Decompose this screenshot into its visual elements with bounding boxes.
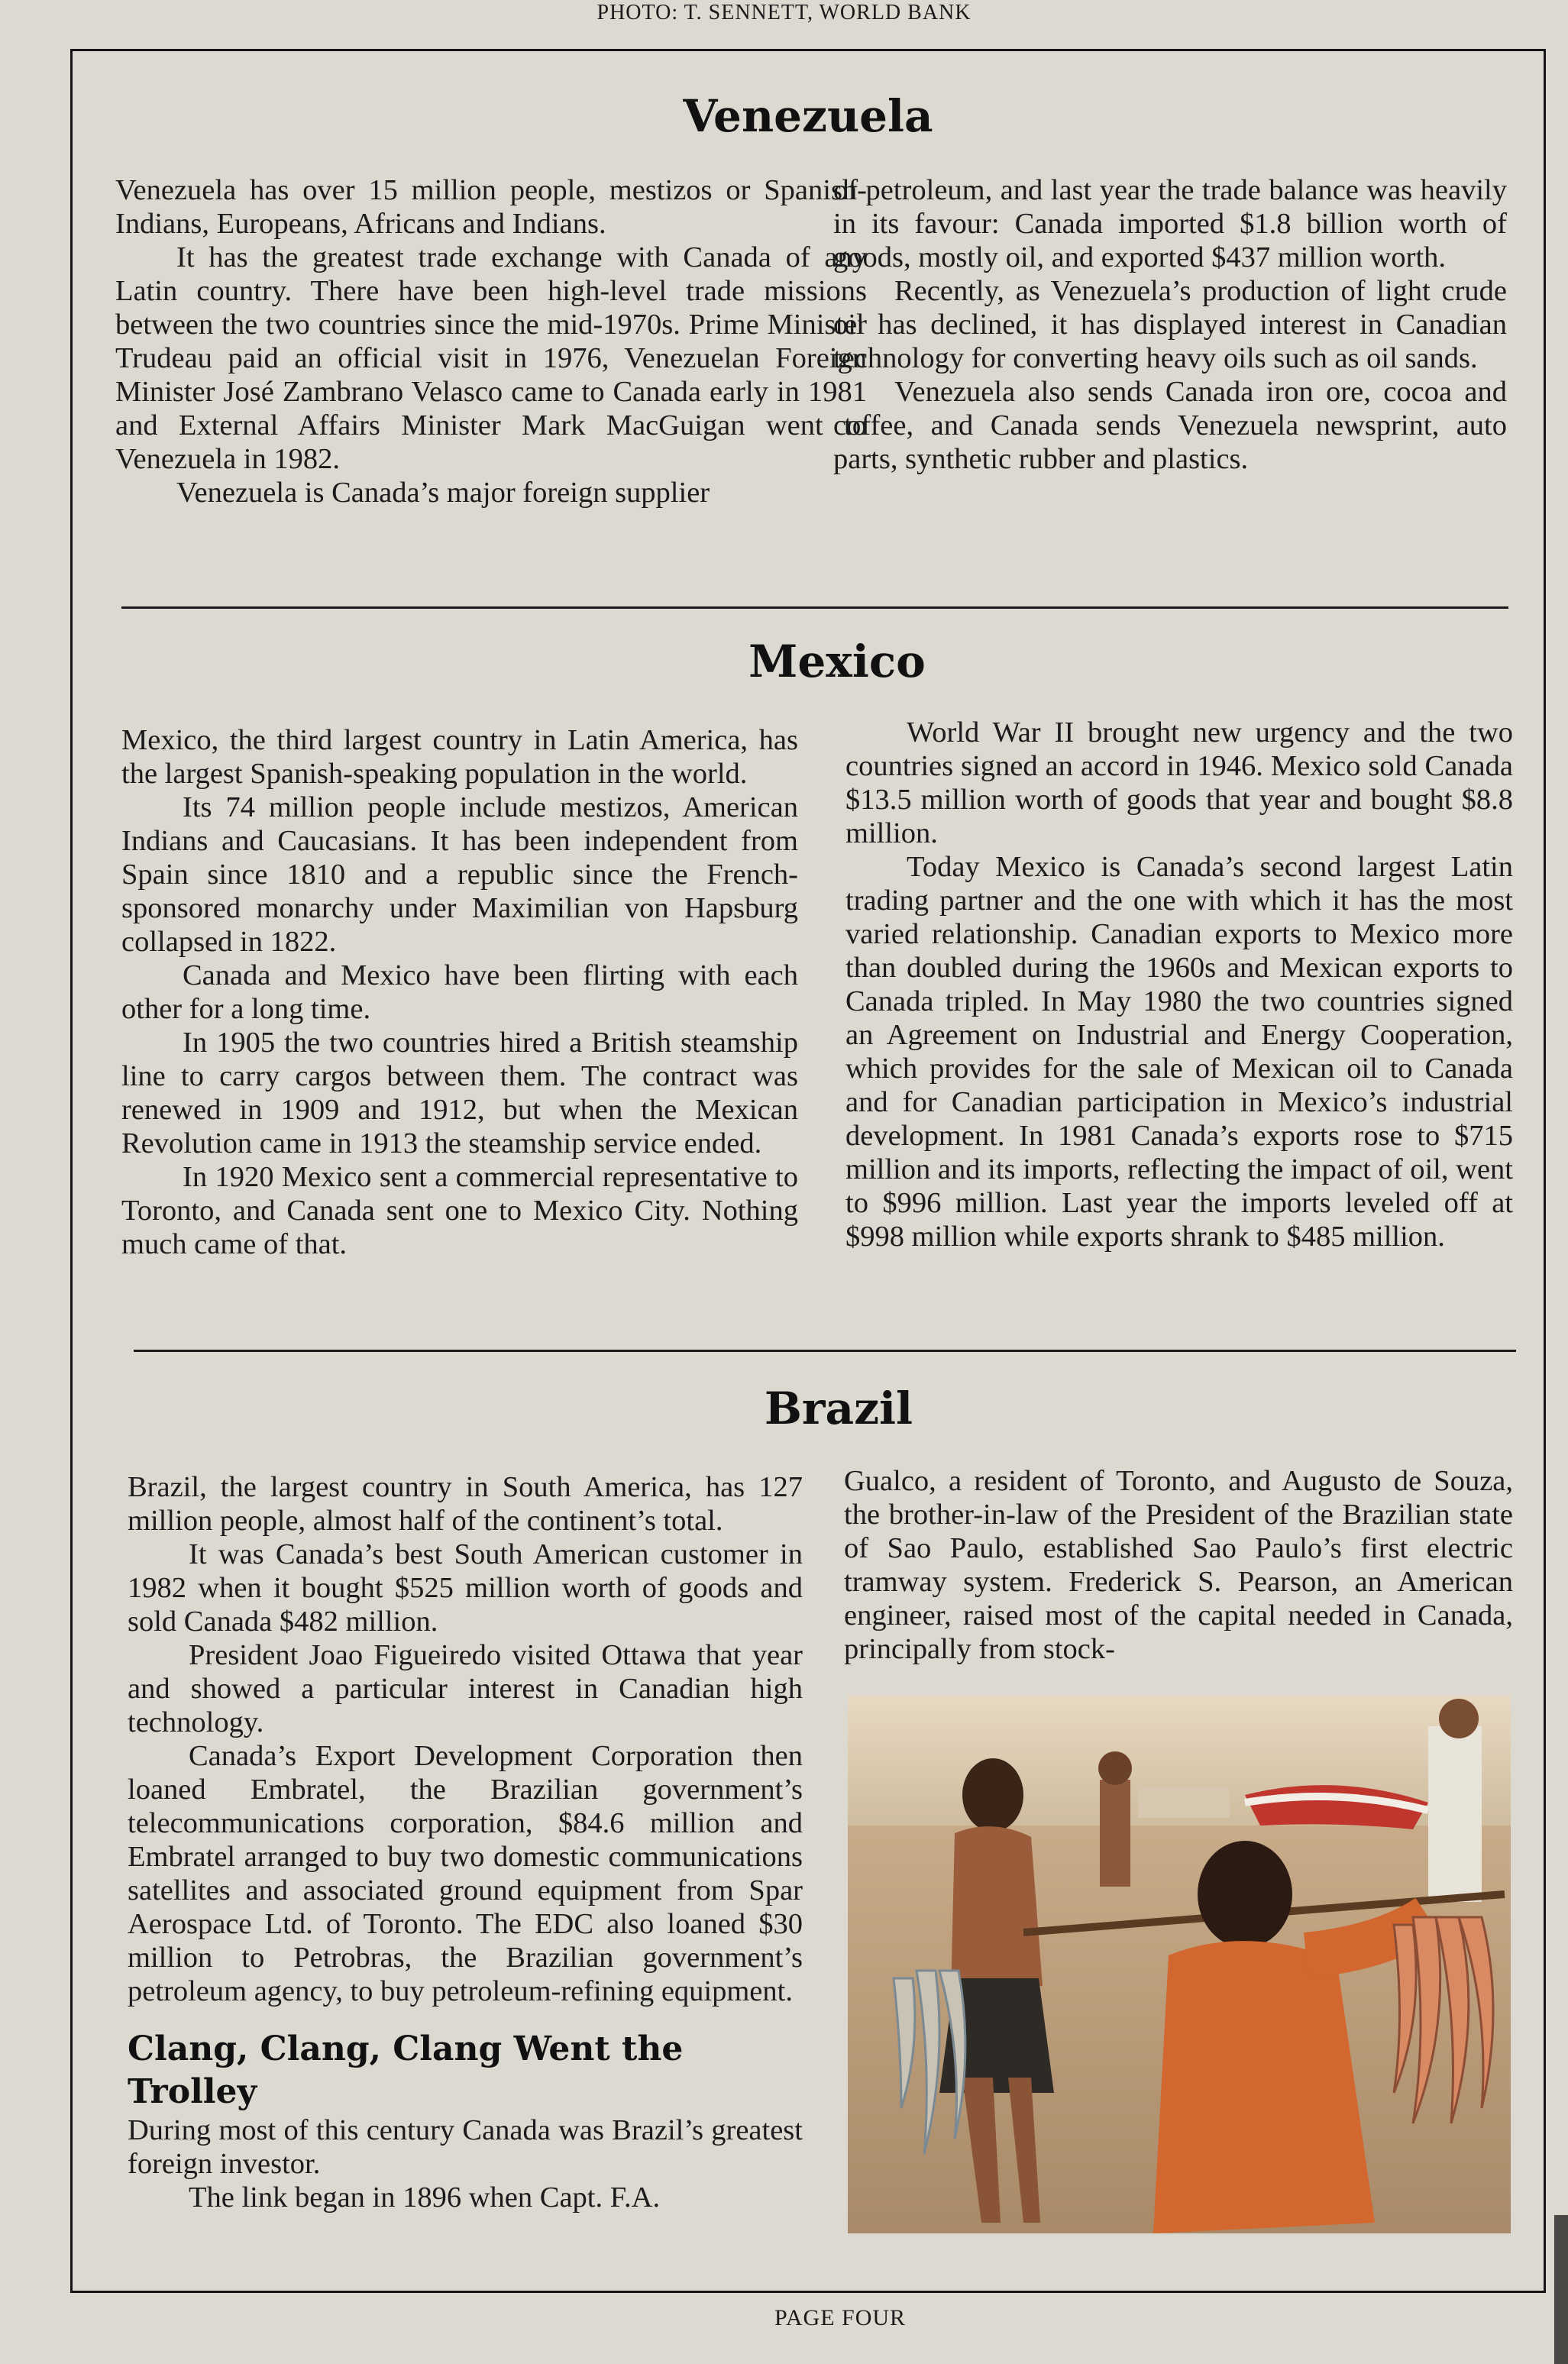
brazil-paragraph: President Joao Figueiredo visited Ottawa that year and showed a particular interest in Canadian high technology. (128, 1639, 803, 1738)
brazil-paragraph: During most of this century Canada was Brazil’s greatest foreign investor. (128, 2114, 803, 2180)
mexico-paragraph: Mexico, the third largest country in Latin America, has the largest Spanish-speaking population in the world. (121, 724, 798, 790)
mexico-paragraph: In 1905 the two countries hired a British steamship line to carry cargos between them. The contract was renewed in 1909 and 1912, but when the Mexican Revolution came in 1913 the steamship service ended. (121, 1027, 798, 1159)
venezuela-paragraph: of petroleum, and last year the trade balance was heavily in its favour: Canada imported $1.8 billion worth of goods, mostly oil, and exported $437 million worth. (833, 174, 1507, 273)
venezuela-paragraph: It has the greatest trade exchange with Canada of any Latin country. There have been high-level trade missions between the two countries since the mid-1970s. Prime Minister Trudeau paid an official visit in 1976, Venezuelan Foreign Minister José Zambrano Velasco came to Canada early in 1981 and External Affairs Minister Mark MacGuigan went to Venezuela in 1982. (115, 241, 867, 475)
venezuela-paragraph: Venezuela also sends Canada iron ore, cocoa and coffee, and Canada sends Venezuela newsprint, auto parts, synthetic rubber and plastics. (833, 376, 1507, 475)
venezuela-right-column (833, 173, 1507, 476)
brazil-right-column (844, 1464, 1513, 1666)
section-divider (134, 1350, 1516, 1352)
page-footer: PAGE FOUR (774, 2305, 907, 2330)
venezuela-left-column (115, 173, 867, 509)
mexico-title: Mexico (748, 635, 926, 687)
mexico-right-column (845, 716, 1513, 1253)
venezuela-paragraph: Venezuela is Canada’s major foreign supplier (176, 477, 710, 509)
brazil-title: Brazil (764, 1383, 913, 1434)
fisherman-photo-illustration (848, 1696, 1511, 2233)
brazil-subhead: Clang, Clang, Clang Went the Trolley (128, 2029, 684, 2111)
venezuela-paragraph: Recently, as Venezuela’s production of light crude oil has declined, it has displayed interest in Canadian technology for converting heavy oils such as oil sands. (833, 275, 1507, 374)
brazil-paragraph: Canada’s Export Development Corporation then loaned Embratel, the Brazilian government’s telecommunications corporation, $84.6 million and Embratel arranged to buy two domestic communications satellites and associated ground equipment from Spar Aerospace Ltd. of Toronto. The EDC also loaned $30 million to Petrobras, the Brazilian government’s petroleum agency, to buy petroleum-refining equipment. (128, 1740, 803, 2007)
mexico-paragraph: Its 74 million people include mestizos, American Indians and Caucasians. It has been independent from Spain since 1810 and a republic since the French-sponsored monarchy under Maximilian von Hapsburg collapsed in 1822. (121, 791, 798, 958)
mexico-paragraph: World War II brought new urgency and the two countries signed an accord in 1946. Mexico sold Canada $13.5 million worth of goods that year and bought $8.8 million. (845, 716, 1513, 849)
page-edge-shadow (1554, 2215, 1568, 2364)
brazil-paragraph: Brazil, the largest country in South America, has 127 million people, almost half of the continent’s total. (128, 1471, 803, 1537)
mexico-paragraph: In 1920 Mexico sent a commercial representative to Toronto, and Canada sent one to Mexico City. Nothing much came of that. (121, 1161, 798, 1260)
section-divider (121, 606, 1508, 609)
mexico-paragraph: Today Mexico is Canada’s second largest Latin trading partner and the one with which it has the most varied relationship. Canadian exports to Mexico more than doubled during the 1960s and Mexican exports to Canada tripled. In May 1980 the two countries signed an Agreement on Industrial and Energy Cooperation, which provides for the sale of Mexican oil to Canada and for Canadian participation in Mexico’s industrial development. In 1981 Canada’s exports rose to $715 million and its imports, reflecting the impact of oil, went to $996 million. Last year the imports leveled off at $998 million while exports shrank to $485 million. (845, 851, 1513, 1253)
mexico-paragraph: Canada and Mexico have been flirting with each other for a long time. (121, 959, 798, 1025)
venezuela-title: Venezuela (683, 90, 933, 142)
fisherman-photo (848, 1696, 1511, 2233)
brazil-paragraph: It was Canada’s best South American customer in 1982 when it bought $525 million worth of goods and sold Canada $482 million. (128, 1538, 803, 1638)
venezuela-paragraph: Venezuela has over 15 million people, mestizos or Spanish-Indians, Europeans, Africans and Indians. (115, 174, 867, 240)
brazil-paragraph: The link began in 1896 when Capt. F.A. (189, 2181, 661, 2214)
mexico-left-column (121, 723, 798, 1261)
brazil-left-column (128, 1470, 803, 2214)
photo-credit: PHOTO: T. SENNETT, WORLD BANK (596, 1, 972, 24)
brazil-paragraph: Gualco, a resident of Toronto, and Augusto de Souza, the brother-in-law of the President of the Brazilian state of Sao Paulo, established Sao Paulo’s first electric tramway system. Frederick S. Pearson, an American engineer, raised most of the capital needed in Canada, principally from stock- (844, 1465, 1513, 1665)
